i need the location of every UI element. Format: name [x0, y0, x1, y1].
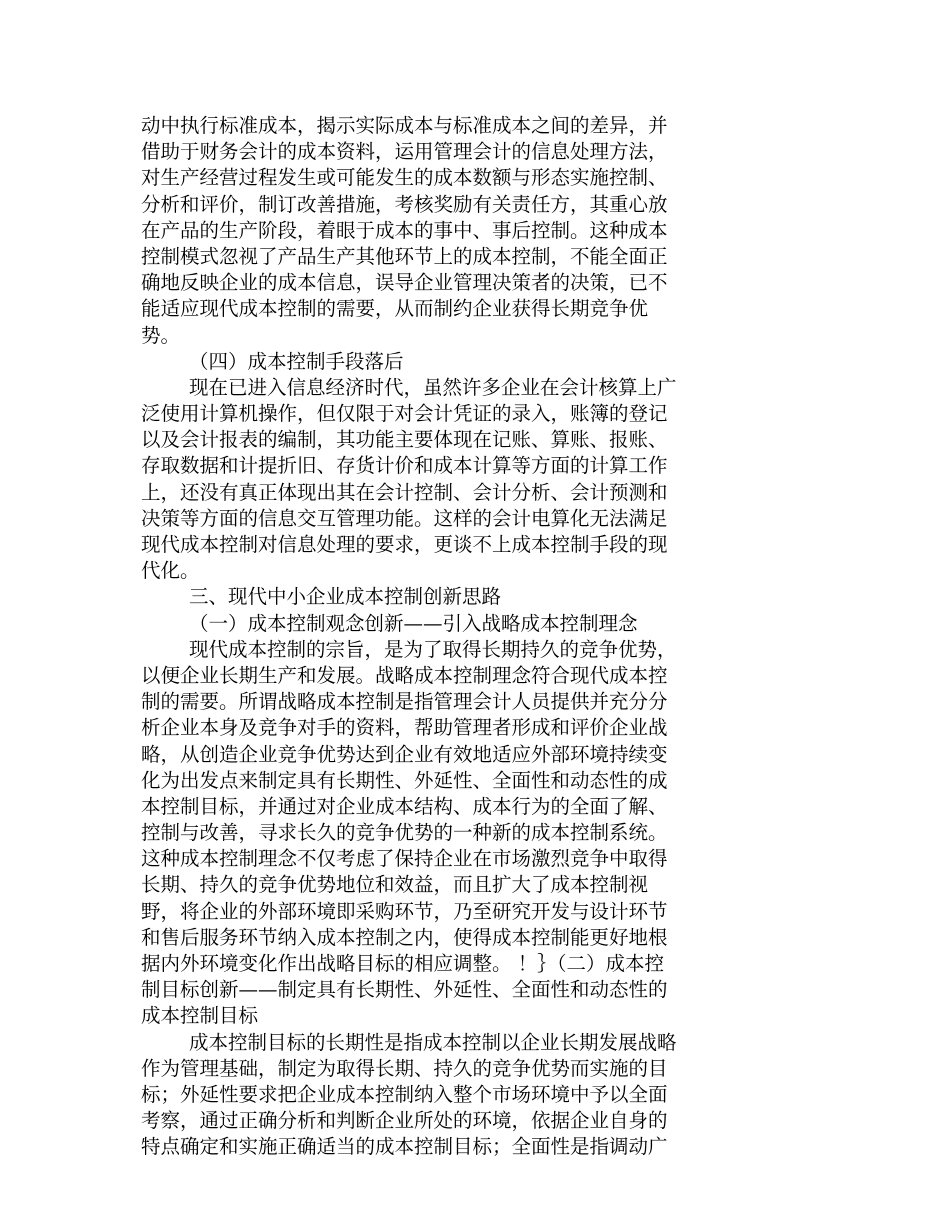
text-line: 能适应现代成本控制的需要，从而制约企业获得长期竞争优: [141, 297, 649, 321]
text-line: 特点确定和实施正确适当的成本控制目标；全面性是指调动广: [141, 1135, 668, 1159]
text-line: 考察，通过正确分析和判断企业所处的环境，依据企业自身的: [141, 1109, 668, 1133]
text-line: 制目标创新——制定具有长期性、外延性、全面性和动态性的: [141, 978, 668, 1002]
text-line: 长期、持久的竞争优势地位和效益，而且扩大了成本控制视: [141, 873, 649, 897]
section-heading: （一）成本控制观念创新——引入战略成本控制理念: [189, 611, 638, 635]
text-line: 以便企业长期生产和发展。战略成本控制理念符合现代成本控: [141, 663, 668, 687]
text-line: 控制与改善，寻求长久的竞争优势的一种新的成本控制系统。: [141, 821, 668, 845]
text-line: 略，从创造企业竞争优势达到企业有效地适应外部环境持续变: [141, 742, 668, 766]
text-line: 存取数据和计提折旧、存货计价和成本计算等方面的计算工作: [141, 454, 668, 478]
text-line: 野，将企业的外部环境即采购环节，乃至研究开发与设计环节: [141, 899, 668, 923]
paragraph-start: 现在已进入信息经济时代，虽然许多企业在会计核算上广: [189, 375, 677, 399]
text-line: 动中执行标准成本，揭示实际成本与标准成本之间的差异，并: [141, 114, 668, 137]
text-line: 作为管理基础，制定为取得长期、持久的竞争优势而实施的目: [141, 1056, 668, 1080]
text-line: 成本控制目标: [141, 1004, 259, 1028]
text-line: 析企业本身及竞争对手的资料，帮助管理者形成和评价企业战: [141, 716, 668, 740]
text-line: 分析和评价，制订改善措施，考核奖励有关责任方，其重心放: [141, 192, 668, 216]
text-line: 这种成本控制理念不仅考虑了保持企业在市场激烈竞争中取得: [141, 847, 668, 871]
text-line: 上，还没有真正体现出其在会计控制、会计分析、会计预测和: [141, 480, 668, 504]
paragraph-start: 现代成本控制的宗旨，是为了取得长期持久的竞争优势，: [189, 637, 677, 661]
text-line: 以及会计报表的编制，其功能主要体现在记账、算账、报账、: [141, 428, 668, 452]
text-line: 化为出发点来制定具有长期性、外延性、全面性和动态性的成: [141, 768, 668, 792]
body-text: [141, 113, 741, 1161]
text-line: 制的需要。所谓战略成本控制是指管理会计人员提供并充分分: [141, 690, 668, 714]
section-heading: （四）成本控制手段落后: [189, 349, 404, 373]
text-line: 对生产经营过程发生或可能发生的成本数额与形态实施控制、: [141, 166, 668, 190]
text-line: 在产品的生产阶段，着眼于成本的事中、事后控制。这种成本: [141, 218, 668, 242]
text-line: 据内外环境变化作出战略目标的相应调整。 ！｝（二）成本控: [141, 952, 664, 975]
text-line: 决策等方面的信息交互管理功能。这样的会计电算化无法满足: [141, 506, 668, 530]
text-line: 本控制目标，并通过对企业成本结构、成本行为的全面了解、: [141, 794, 668, 818]
text-line: 借助于财务会计的成本资料，运用管理会计的信息处理方法，: [141, 140, 668, 164]
text-line: 代化。: [141, 559, 200, 583]
text-line: 势。: [141, 323, 181, 347]
text-line: 泛使用计算机操作，但仅限于对会计凭证的录入，账簿的登记: [141, 402, 668, 426]
text-line: 控制模式忽视了产品生产其他环节上的成本控制，不能全面正: [141, 244, 668, 268]
text-line: 确地反映企业的成本信息，误导企业管理决策者的决策，已不: [141, 271, 668, 295]
text-line: 现代成本控制对信息处理的要求，更谈不上成本控制手段的现: [141, 533, 668, 556]
chapter-heading: 三、现代中小企业成本控制创新思路: [189, 585, 502, 609]
paragraph-start: 成本控制目标的长期性是指成本控制以企业长期发展战略: [189, 1030, 677, 1054]
text-line: 和售后服务环节纳入成本控制之内，使得成本控制能更好地根: [141, 925, 668, 949]
text-line: 标；外延性要求把企业成本控制纳入整个市场环境中予以全面: [141, 1082, 668, 1106]
